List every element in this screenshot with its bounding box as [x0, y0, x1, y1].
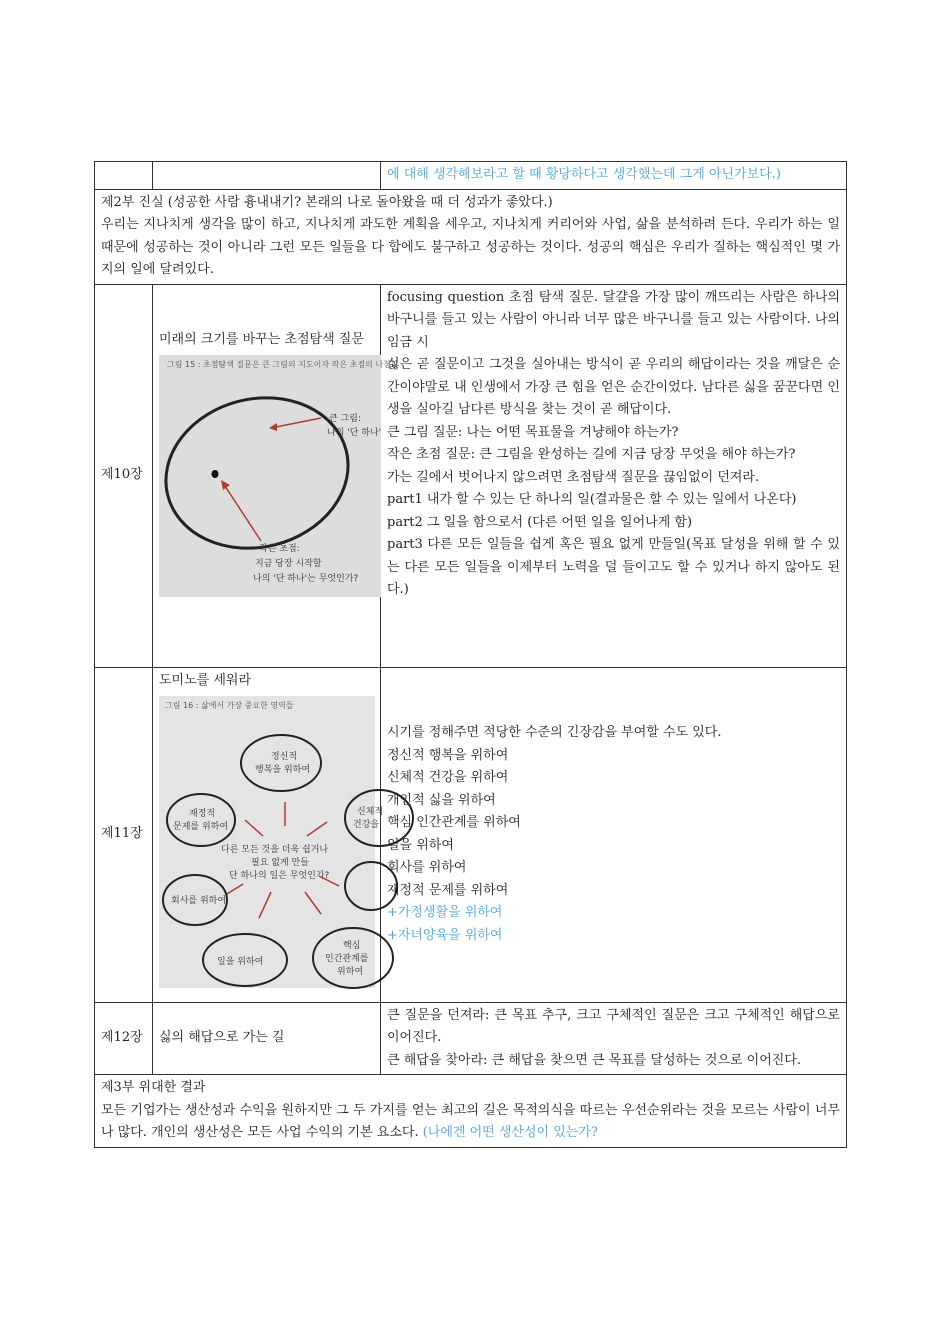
empty-cell — [153, 162, 381, 190]
chapter-10-line-2: 싫은 곧 질문이고 그것을 실아내는 방식이 곧 우리의 해답이라는 것을 깨달은 순간이야말로 내 인생에서 가장 큰 힘을 얻은 순간이었다. 남다른 싫을 꿈꾼다면 인생을 실아길 남다른 방식을 찾는 것이 곧 해답이다. — [387, 357, 840, 417]
chapter-12-line-1: 큰 질문을 던져라: 큰 목표 추구, 크고 구체적인 질문은 크고 구체적인 해답으로 이어진다. — [387, 1007, 840, 1045]
continuation-text: 에 대해 생각해보라고 할 때 황당하다고 생각했는데 그게 아닌가보다.) — [381, 162, 847, 190]
chapter-12-label: 제12장 — [95, 1002, 153, 1075]
part2-row — [95, 189, 847, 284]
part2-body: 우리는 지나치게 생각을 많이 하고, 지나치게 과도한 계획을 세우고, 지나치게 커리어와 사업, 삶을 분석하려 든다. 우리가 하는 일 때문에 성공하는 것이 아니라 그런 모든 일들을 다 합에도 불구하고 성공하는 것이다. 성공의 핵심은 우리가 질하는 핵심적인 몇 가지의 일에 달려있다. — [101, 217, 840, 277]
focus-diagram-photo — [159, 355, 399, 597]
chapter-11-added-item: +자녀양육을 위하여 — [387, 927, 503, 943]
small-focus-dot — [212, 470, 219, 478]
chapter-11-added-item: +가정생활을 위하여 — [387, 905, 503, 920]
chapter-10-label: 제10장 — [95, 284, 153, 667]
part3-cell — [95, 1075, 847, 1148]
circle-spiritual-2: 행복을 위하여 — [255, 765, 311, 775]
part2-heading: 제2부 진실 (성공한 사람 흉내내기? 본래의 나로 돌아왔을 때 더 성과가 좋았다.) — [101, 194, 553, 210]
chapter-10-title-cell — [153, 284, 399, 667]
chapter-11-title: 도미노를 세워라 — [159, 672, 252, 688]
note-big-1: 큰 그림: — [329, 414, 361, 424]
chapter-10-line-8: part3 다른 모든 일들을 쉽게 혹은 필요 없게 만들일(목표 달성을 위해 할 수 있는 다른 모든 일들을 이제부터 노력을 덜 들이고도 할 수 있거나 하지 않아도 된다.) — [387, 537, 840, 597]
chapter-10-title: 미래의 크기를 바꾸는 초점탐색 질문 — [159, 331, 364, 347]
chapter-10-line-7: part2 그 일을 함으로서 (다른 어떤 일을 일어나게 함) — [387, 514, 693, 530]
domino-diagram-photo — [159, 696, 384, 988]
chapter-12-title: 싫의 해답으로 가는 길 — [153, 1002, 381, 1075]
circle-physical-2: 건강을 — [353, 820, 380, 830]
chapter-10-line-5: 가는 길에서 벗어나지 않으려면 초점탐색 질문을 끊임없이 던져라. — [387, 469, 760, 485]
photo-caption: 그림 16 : 삶에서 가장 중요한 영역들 — [165, 701, 294, 710]
chapter-12-row — [95, 1002, 847, 1075]
circle-work-1: 일을 위하여 — [217, 957, 264, 967]
note-small-3: 나의 '단 하나'는 무엇인가? — [253, 574, 359, 584]
chapter-10-line-1: focusing question 초점 탐색 질문. 달걀을 가장 많이 깨뜨리는 사람은 하나의 바구니를 들고 있는 사람이 아니라 너무 많은 바구니를 들고 있는 사람이다. 나의 임금 시 — [387, 289, 840, 350]
part3-note: (나에겐 어떤 생산성이 있는가? — [422, 1125, 598, 1140]
chapter-10-notes — [381, 284, 847, 667]
circle-physical-1: 신체적 — [357, 807, 384, 817]
chapter-11-intro: 시기를 정해주면 적당한 수준의 긴장감을 부여할 수도 있다. — [387, 725, 722, 740]
chapter-10-row — [95, 284, 847, 667]
part3-row — [95, 1075, 847, 1148]
chapter-11-item: 일을 위하여 — [387, 837, 454, 853]
note-small-1: 작은 초점: — [259, 544, 300, 554]
chapter-10-line-6: part1 내가 할 수 있는 단 하나의 일(결과물은 할 수 있는 일에서 나온다) — [387, 492, 797, 507]
chapter-11-item: 정신적 행복을 위하여 — [387, 747, 509, 763]
chapter-11-item: 재정적 문제를 위하여 — [387, 882, 509, 898]
circle-company-1: 회사를 위하여 — [171, 896, 227, 906]
circle-finance-2: 문제를 위하여 — [173, 822, 229, 832]
chapter-12-line-2: 큰 해답을 찾아라: 큰 해답을 찾으면 큰 목표를 달성하는 것으로 이어진다. — [387, 1052, 802, 1068]
circle-spiritual-1: 정신적 — [271, 752, 298, 762]
chapter-11-item: 회사를 위하여 — [387, 860, 467, 875]
note-big-2: 나의 '단 하나' — [327, 428, 382, 438]
chapter-11-notes — [381, 667, 847, 1002]
chapter-11-row — [95, 667, 847, 1002]
summary-table — [94, 161, 847, 1148]
part2-cell — [95, 189, 847, 284]
chapter-12-notes — [381, 1002, 847, 1075]
chapter-10-line-4: 작은 초점 질문: 큰 그림을 완성하는 길에 지금 당장 무엇을 해야 하는가? — [387, 447, 796, 462]
note-small-2: 지금 당장 시작할 — [255, 559, 322, 569]
circle-relationship-3: 위하여 — [337, 967, 364, 977]
continuation-row — [95, 162, 847, 190]
part3-body: 모든 기업가는 생산성과 수익을 원하지만 그 두 가지를 얻는 최고의 길은 목적의식을 따르는 우선순위라는 것을 모르는 사람이 너무나 많다. 개인의 생산성은 모든 사업 수익의 기본 요소다. — [101, 1102, 840, 1140]
photo-caption: 그림 15 : 초점탐색 질문은 큰 그림의 지도이자 작은 초점의 나침판 — [167, 360, 399, 369]
chapter-11-title-cell — [153, 667, 384, 1002]
chapter-11-item: 신체적 건강을 위하여 — [387, 770, 509, 785]
circle-relationship-1: 핵심 — [343, 941, 361, 951]
part3-heading: 제3부 위대한 결과 — [101, 1080, 206, 1095]
center-text-2: 필요 없게 만들 — [251, 858, 309, 868]
circle-relationship-2: 인간관계를 — [325, 954, 369, 964]
chapter-11-item: 핵심 인간관계를 위하여 — [387, 815, 521, 830]
center-text-1: 다른 모든 것을 더욱 쉽거나 — [221, 845, 329, 855]
chapter-11-item: 개인적 싫을 위하여 — [387, 792, 496, 808]
center-text-3: 단 하나의 일은 무엇인가? — [229, 871, 330, 881]
chapter-10-line-3: 큰 그림 질문: 나는 어떤 목표물을 겨냥해야 하는가? — [387, 424, 679, 440]
circle-finance-1b: 재정적 — [189, 809, 216, 819]
chapter-11-label: 제11장 — [95, 667, 153, 1002]
empty-cell — [95, 162, 153, 190]
